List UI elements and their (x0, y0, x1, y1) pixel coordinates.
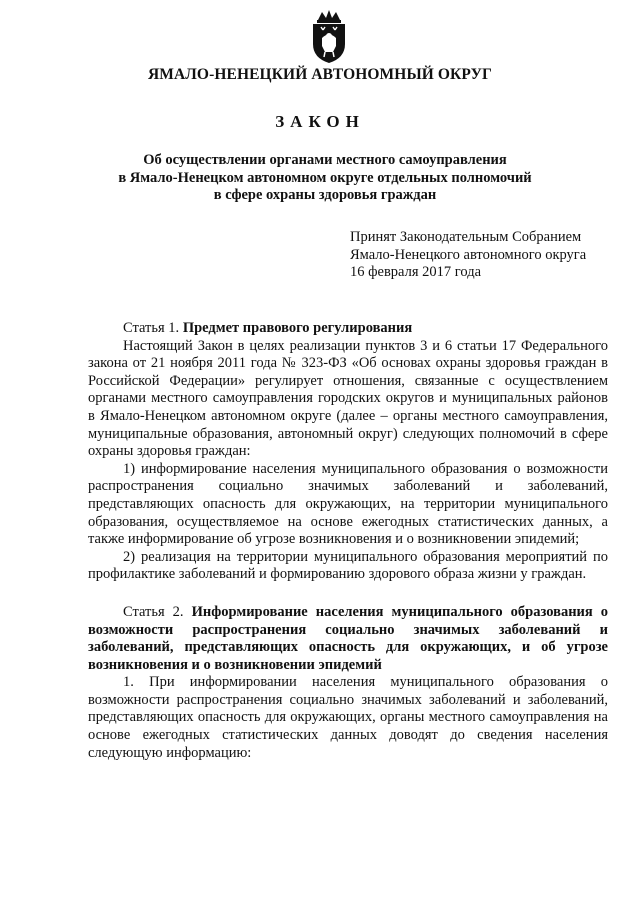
law-title-line: в Ямало-Ненецком автономном округе отдельных полномочий (118, 169, 532, 186)
article-1-heading (88, 320, 608, 338)
article-number: Статья 2. (123, 603, 184, 620)
law-title (90, 152, 560, 205)
article-2-heading (88, 604, 608, 674)
region-name: ЯМАЛО-НЕНЕЦКИЙ АВТОНОМНЫЙ ОКРУГ (147, 66, 493, 83)
article-title: Предмет правового регулирования (182, 320, 413, 336)
article-number: Статья 1. (123, 320, 180, 336)
adoption-line: Ямало-Ненецкого автономного округа (350, 246, 587, 263)
article-1-intro: Настоящий Закон в целях реализации пунктов 3 и 6 статьи 17 Федерального закона от 21 ноября 2011 года № 323-ФЗ «Об основах охраны здоровья граждан в Российской Федерации» регулирует отношения, связанные с осуществлением органами местного самоуправления городских округов и муниципальных районов в Ямало-Ненецком автономном округе (далее – органы местного самоуправления, муниципальные образования, автономный округ) следующих полномочий в сфере охраны здоровья граждан: (88, 337, 608, 460)
article-1-item-2: 2) реализация на территории муниципального образования мероприятий по профилактике заболеваний и формированию здорового образа жизни у граждан. (88, 548, 608, 583)
law-title-line: в сфере охраны здоровья граждан (213, 187, 437, 203)
article-title: Информирование населения муниципального образования о возможности распространения социально значимых заболеваний и заболеваний, представляющих опасность для окружающих, и об угрозе возникновения и о возникновении эпидемий (88, 603, 608, 673)
document-type: ЗАКОН (275, 112, 365, 131)
adoption-note (350, 229, 620, 282)
law-body (88, 320, 608, 762)
adoption-date: 16 февраля 2017 года (350, 264, 482, 280)
law-title-line: Об осуществлении органами местного самоуправления (143, 152, 507, 168)
coat-of-arms-emblem (306, 8, 352, 64)
article-2-paragraph-1: 1. При информировании населения муниципального образования о возможности распространения социально значимых заболеваний и заболеваний, представляющих опасность для окружающих, органы местного самоуправления на основе ежегодных статистических данных доводят до сведения населения следующую информацию: (88, 674, 608, 761)
article-1-item-1: 1) информирование населения муниципального образования о возможности распространения социально значимых заболеваний и заболеваний, представляющих опасность для окружающих, на территории муниципального образования, осуществляемое на основе ежегодных статистических данных, а также информирование об угрозе возникновения и о возникновении эпидемий; (88, 460, 608, 548)
adoption-line: Принят Законодательным Собранием (350, 229, 582, 245)
